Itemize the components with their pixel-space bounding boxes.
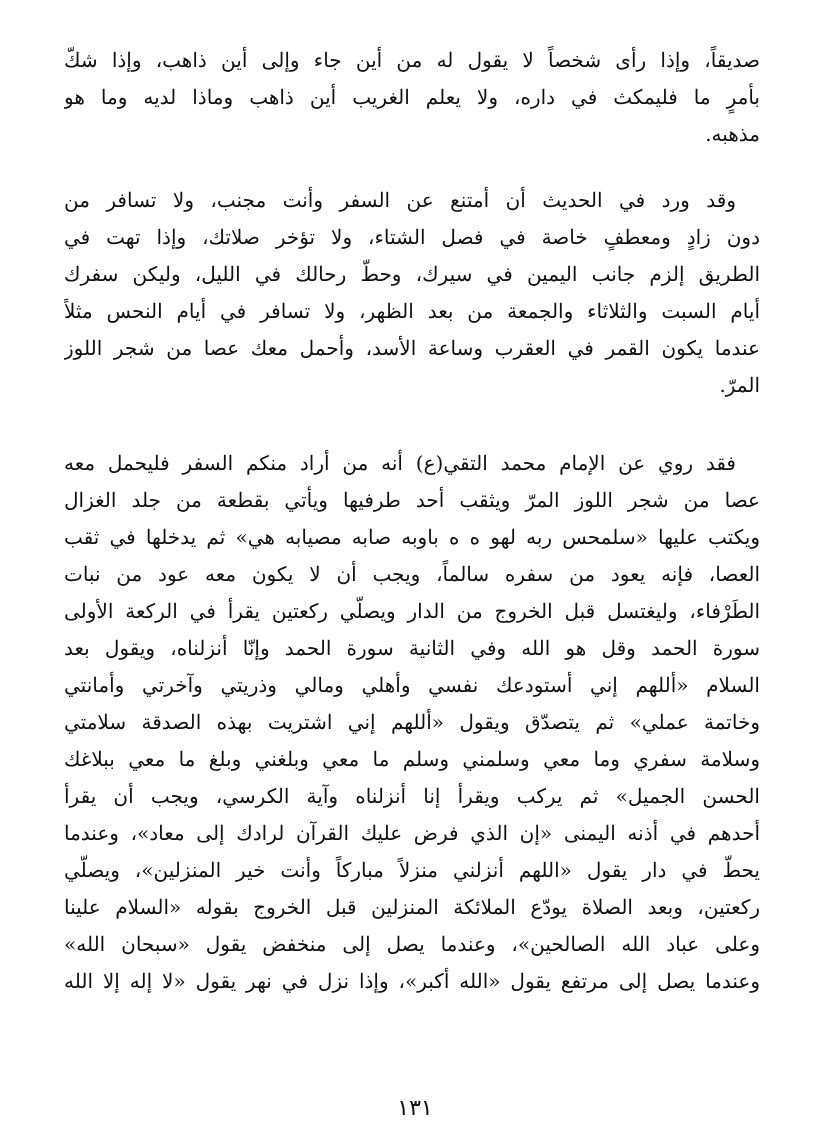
text-line: مذهبه. <box>705 122 760 146</box>
text-line: فقد روي عن الإمام محمد التقي(ع) أنه من أراد منكم السفر فليحمل معه <box>64 451 736 475</box>
paragraph-3 <box>64 445 760 1000</box>
text-line: ويكتب عليها «سلمحس ربه لهو ه ه باوبه صابه مصيابه هي» ثم يدخلها في ثقب <box>64 525 760 549</box>
text-line: وعندما يصل إلى مرتفع يقول «الله أكبر»، وإذا نزل في نهر يقول «لا إله إلا الله <box>64 969 760 993</box>
text-line: عصا من شجر اللوز المرّ ويثقب أحد طرفيها ويأتي بقطعة من جلد الغزال <box>64 488 760 512</box>
text-line: أحدهم في أذنه اليمنى «إن الذي فرض عليك القرآن لرادك إلى معاد»، وعندما <box>64 821 760 845</box>
text-line: صديقاً، وإذا رأى شخصاً لا يقول له من أين جاء وإلى أين ذاهب، وإذا شكّ <box>64 48 760 72</box>
text-line: الحسن الجميل» ثم يركب ويقرأ إنا أنزلناه وآية الكرسي، ويجب أن يقرأ <box>64 784 760 808</box>
text-line: بأمرٍ ما فليمكث في داره، ولا يعلم الغريب أين ذاهب وماذا لديه وما هو <box>64 85 760 109</box>
text-line: الطريق إلزم جانب اليمين في سيرك، وحطّ رحالك في الليل، وليكن سفرك <box>64 262 760 286</box>
text-line: الطَرْفاء، وليغتسل قبل الخروج من الدار ويصلّي ركعتين يقرأ في الركعة الأولى <box>64 599 760 623</box>
paragraph-2 <box>64 182 760 404</box>
text-line: أيام السبت والثلاثاء والجمعة من بعد الظهر، ولا تسافر في أيام النحس مثلاً <box>64 299 760 323</box>
text-line: سورة الحمد وقل هو الله وفي الثانية سورة الحمد وإنّا أنزلناه، ويقول بعد <box>64 636 760 660</box>
page-number: ١٣١ <box>397 1096 433 1121</box>
text-line: وعلى عباد الله الصالحين»، وعندما يصل إلى منخفض يقول «سبحان الله» <box>64 932 760 956</box>
paragraph-1 <box>64 42 760 153</box>
text-line: المرّ. <box>719 373 760 397</box>
text-line: وقد ورد في الحديث أن أمتنع عن السفر وأنت مجنب، ولا تسافر من <box>64 188 736 212</box>
text-line: دون زادٍ ومعطفٍ خاصة في فصل الشتاء، ولا تؤخر صلاتك، وإذا تهت في <box>64 225 760 249</box>
text-line: السلام «أللهم إني أستودعك نفسي وأهلي ومالي وذريتي وآخرتي وأمانتي <box>64 673 760 697</box>
text-line: ركعتين، وبعد الصلاة يودّع الملائكة المنزلين قبل الخروج بقوله «السلام علينا <box>64 895 760 919</box>
text-line: عندما يكون القمر في العقرب وساعة الأسد، وأحمل معك عصا من شجر اللوز <box>64 336 760 360</box>
text-line: وسلامة سفري وما معي وسلمني وسلم ما معي وبلغني وبلغ ما معي ببلاغك <box>64 747 760 771</box>
text-line: وخاتمة عملي» ثم يتصدّق ويقول «أللهم إني اشتريت بهذه الصدقة سلامتي <box>64 710 760 734</box>
text-line: العصا، فإنه يعود من سفره سالماً، ويجب أن لا يكون معه عود من نبات <box>64 562 760 586</box>
text-line: يحطّ في دار يقول «اللهم أنزلني منزلاً مباركاً وأنت خير المنزلين»، ويصلّي <box>64 858 760 882</box>
